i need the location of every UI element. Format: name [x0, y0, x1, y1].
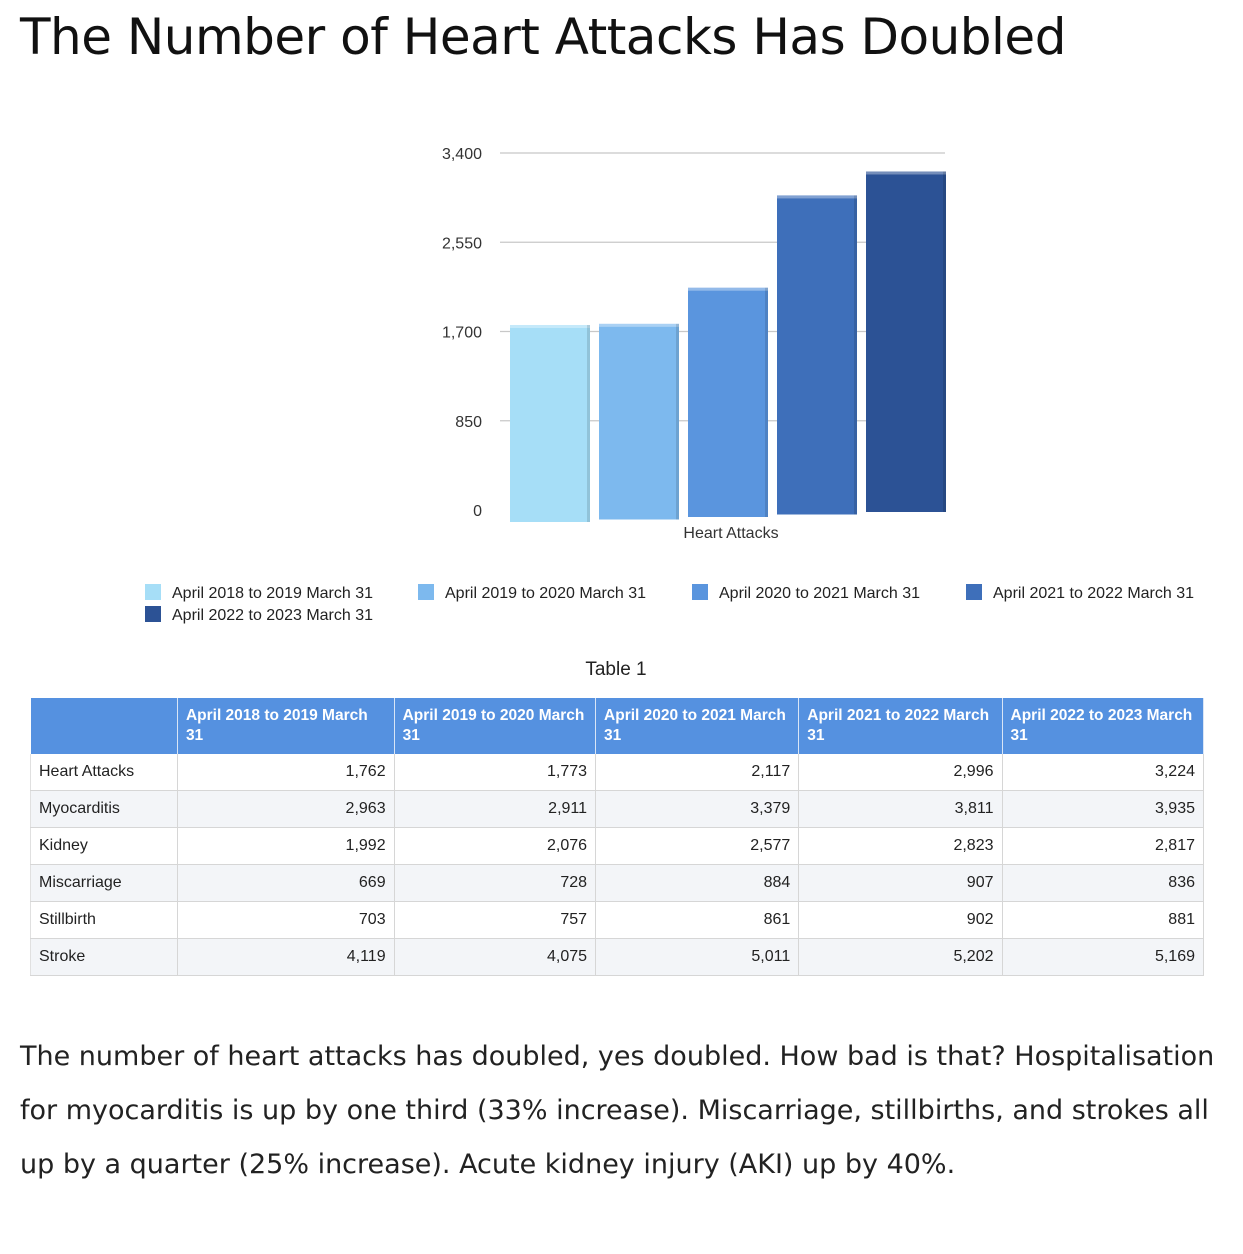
table-row-label: Stillbirth — [31, 902, 178, 939]
table-cell: 2,963 — [177, 791, 394, 828]
bar-shade — [676, 324, 679, 520]
legend-swatch — [692, 584, 708, 600]
table-row-label: Stroke — [31, 939, 178, 976]
table-row-label: Myocarditis — [31, 791, 178, 828]
table-cell: 3,224 — [1002, 754, 1204, 791]
table-cell: 907 — [799, 865, 1002, 902]
table-row — [31, 865, 1204, 902]
table-cell: 2,076 — [394, 828, 595, 865]
legend-item-1 — [145, 584, 373, 602]
table-header-corner — [31, 698, 178, 754]
chart-bars — [510, 171, 946, 522]
bar-highlight — [866, 171, 946, 174]
table-cell: 1,762 — [177, 754, 394, 791]
table-cell: 2,817 — [1002, 828, 1204, 865]
legend-item-5 — [145, 606, 373, 624]
bar-1 — [510, 325, 590, 522]
legend-label: April 2019 to 2020 March 31 — [445, 585, 647, 602]
legend-label: April 2022 to 2023 March 31 — [172, 607, 374, 624]
bar-shade — [943, 171, 946, 512]
bar-2 — [599, 324, 679, 520]
table-cell: 1,773 — [394, 754, 595, 791]
table-cell: 2,577 — [596, 828, 799, 865]
table-cell: 1,992 — [177, 828, 394, 865]
table-column-header: April 2020 to 2021 March 31 — [596, 698, 799, 754]
table-cell: 881 — [1002, 902, 1204, 939]
table-cell: 902 — [799, 902, 1002, 939]
table-cell: 669 — [177, 865, 394, 902]
y-tick-label: 0 — [473, 503, 482, 520]
y-tick-label: 3,400 — [441, 146, 482, 163]
table-cell: 884 — [596, 865, 799, 902]
bar — [777, 195, 857, 514]
table-cell: 3,811 — [799, 791, 1002, 828]
legend-swatch — [966, 584, 982, 600]
bar-4 — [777, 195, 857, 514]
legend-swatch — [418, 584, 434, 600]
table-column-header: April 2022 to 2023 March 31 — [1002, 698, 1204, 754]
bar-highlight — [599, 324, 679, 327]
x-category-label: Heart Attacks — [683, 525, 779, 542]
table-column-header: April 2019 to 2020 March 31 — [394, 698, 595, 754]
bar — [688, 288, 768, 517]
table-header-row — [31, 698, 1204, 754]
table-cell: 5,169 — [1002, 939, 1204, 976]
bar-shade — [854, 195, 857, 514]
y-tick-label: 1,700 — [441, 324, 482, 342]
legend-item-2 — [418, 584, 646, 602]
chart-legend — [145, 584, 1194, 624]
table-row-label: Kidney — [31, 828, 178, 865]
bar — [510, 325, 590, 522]
table-cell: 703 — [177, 902, 394, 939]
bar-5 — [866, 171, 946, 512]
legend-label: April 2020 to 2021 March 31 — [719, 585, 921, 602]
table-cell: 861 — [596, 902, 799, 939]
table-cell: 728 — [394, 865, 595, 902]
y-tick-label: 2,550 — [441, 235, 482, 253]
table-cell: 3,379 — [596, 791, 799, 828]
legend-swatch — [145, 606, 161, 622]
bar — [599, 324, 679, 520]
table-cell: 2,996 — [799, 754, 1002, 791]
bar-shade — [587, 325, 590, 522]
data-table — [30, 698, 1204, 976]
x-axis-categories — [683, 525, 778, 542]
bar-shade — [765, 288, 768, 517]
y-tick-label: 850 — [455, 413, 482, 431]
legend-label: April 2018 to 2019 March 31 — [172, 585, 374, 602]
bar-highlight — [688, 288, 768, 291]
table-cell: 5,011 — [596, 939, 799, 976]
table-row-label: Heart Attacks — [31, 754, 178, 791]
table-cell: 3,935 — [1002, 791, 1204, 828]
bar — [866, 171, 946, 512]
table-row — [31, 902, 1204, 939]
bar-highlight — [510, 325, 590, 328]
table-cell: 2,911 — [394, 791, 595, 828]
bar-highlight — [777, 195, 857, 198]
body-paragraph: The number of heart attacks has doubled, yes doubled. How bad is that? Hospitalisation for myocarditis is up by one third (33% increase). Miscarriage, stillbirths, and strokes all up by a quarter (25% increase). Acute kidney injury (AKI) up by 40%. — [20, 1041, 1215, 1180]
table-row-label: Miscarriage — [31, 865, 178, 902]
legend-item-3 — [692, 584, 920, 602]
table-cell: 757 — [394, 902, 595, 939]
legend-swatch — [145, 584, 161, 600]
page-title: The Number of Heart Attacks Has Doubled — [20, 8, 1066, 66]
bar-3 — [688, 288, 768, 517]
table-cell: 2,823 — [799, 828, 1002, 865]
table-row — [31, 754, 1204, 791]
table-cell: 5,202 — [799, 939, 1002, 976]
table-cell: 836 — [1002, 865, 1204, 902]
table-cell: 4,075 — [394, 939, 595, 976]
table-column-header: April 2018 to 2019 March 31 — [177, 698, 394, 754]
table-cell: 2,117 — [596, 754, 799, 791]
table-row — [31, 939, 1204, 976]
table-cell: 4,119 — [177, 939, 394, 976]
table-column-header: April 2021 to 2022 March 31 — [799, 698, 1002, 754]
legend-label: April 2021 to 2022 March 31 — [993, 585, 1195, 602]
legend-item-4 — [966, 584, 1194, 602]
table-row — [31, 828, 1204, 865]
table-row — [31, 791, 1204, 828]
table-caption: Table 1 — [585, 659, 647, 680]
y-axis-ticks — [442, 146, 482, 520]
